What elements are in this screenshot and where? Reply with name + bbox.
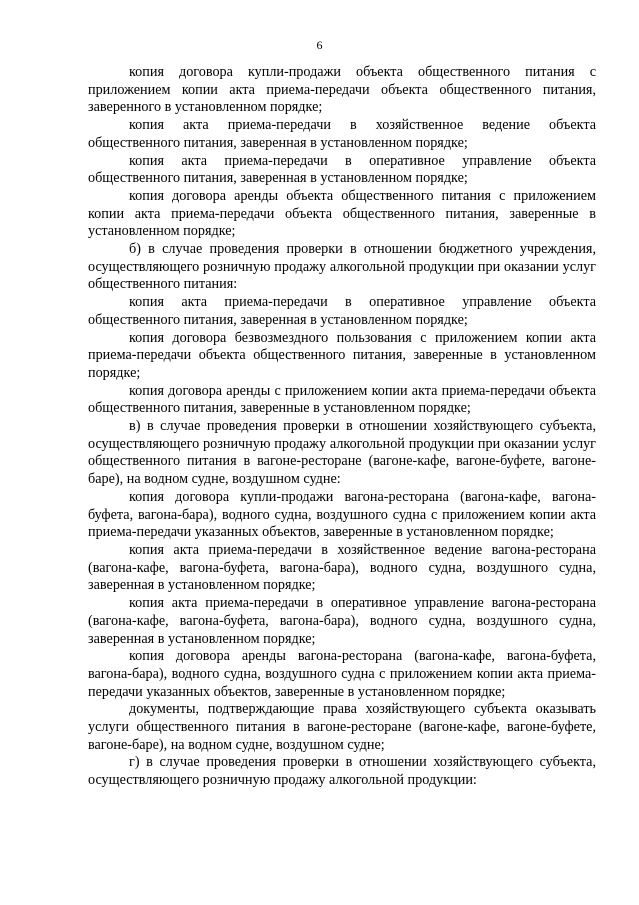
paragraph: документы, подтверждающие права хозяйствующего субъекта оказывать услуги общественного питания в вагоне-ресторане (вагоне-кафе, вагоне-буфете, вагоне-баре), на водном судне, воздушном судне;	[88, 701, 596, 753]
paragraph: копия договора аренды объекта общественного питания с приложением копии акта приема-передачи объекта общественного питания, заверенные в установленном порядке;	[88, 187, 596, 240]
paragraph: копия договора безвозмездного пользования с приложением копии акта приема-передачи объекта общественного питания, заверенные в установленном порядке;	[88, 329, 596, 381]
page-number: 6	[316, 38, 323, 52]
paragraph: копия договора аренды с приложением копии акта приема-передачи объекта общественного питания, заверенные в установленном порядке;	[88, 382, 596, 417]
paragraph: копия акта приема-передачи в оперативное управление объекта общественного питания, заверенная в установленном порядке;	[88, 294, 596, 328]
paragraph: копия договора купли-продажи объекта общественного питания с приложением копии акта приема-передачи объекта общественного питания, заверенного в установленном порядке;	[88, 64, 596, 116]
paragraph: копия договора аренды вагона-ресторана (вагона-кафе, вагона-буфета, вагона-бара), водного судна, воздушного судна с приложением копии акта приема-передачи указанных объектов, заверенные в установленном порядке;	[88, 648, 596, 700]
paragraph: копия договора купли-продажи вагона-ресторана (вагона-кафе, вагона-буфета, вагона-бара), водного судна, воздушного судна с приложением копии акта приема-передачи указанных объектов, заверенные в установленном порядке;	[88, 488, 596, 541]
paragraph: копия акта приема-передачи в оперативное управление объекта общественного питания, заверенная в установленном порядке;	[88, 152, 596, 187]
paragraph: в) в случае проведения проверки в отношении хозяйствующего субъекта, осуществляющего розничную продажу алкогольной продукции при оказании услуг общественного питания в вагоне-ресторане (вагоне-кафе, вагоне-буфете, вагоне-баре), на водном судне, воздушном судне:	[88, 418, 596, 488]
document-body	[88, 64, 596, 790]
paragraph: копия акта приема-передачи в оперативное управление вагона-ресторана (вагона-кафе, вагона-буфета, вагона-бара), водного судна, воздушного судна, заверенная в установленном порядке;	[88, 595, 596, 647]
paragraph: копия акта приема-передачи в хозяйственное ведение объекта общественного питания, заверенная в установленном порядке;	[88, 117, 596, 151]
paragraph: г) в случае проведения проверки в отношении хозяйствующего субъекта, осуществляющего розничную продажу алкогольной продукции:	[88, 754, 596, 789]
paragraph: копия акта приема-передачи в хозяйственное ведение вагона-ресторана (вагона-кафе, вагона-буфета, вагона-бара), водного судна, воздушного судна, заверенная в установленном порядке;	[88, 541, 596, 594]
paragraph: б) в случае проведения проверки в отношении бюджетного учреждения, осуществляющего розничную продажу алкогольной продукции при оказании услуг общественного питания:	[88, 241, 596, 293]
